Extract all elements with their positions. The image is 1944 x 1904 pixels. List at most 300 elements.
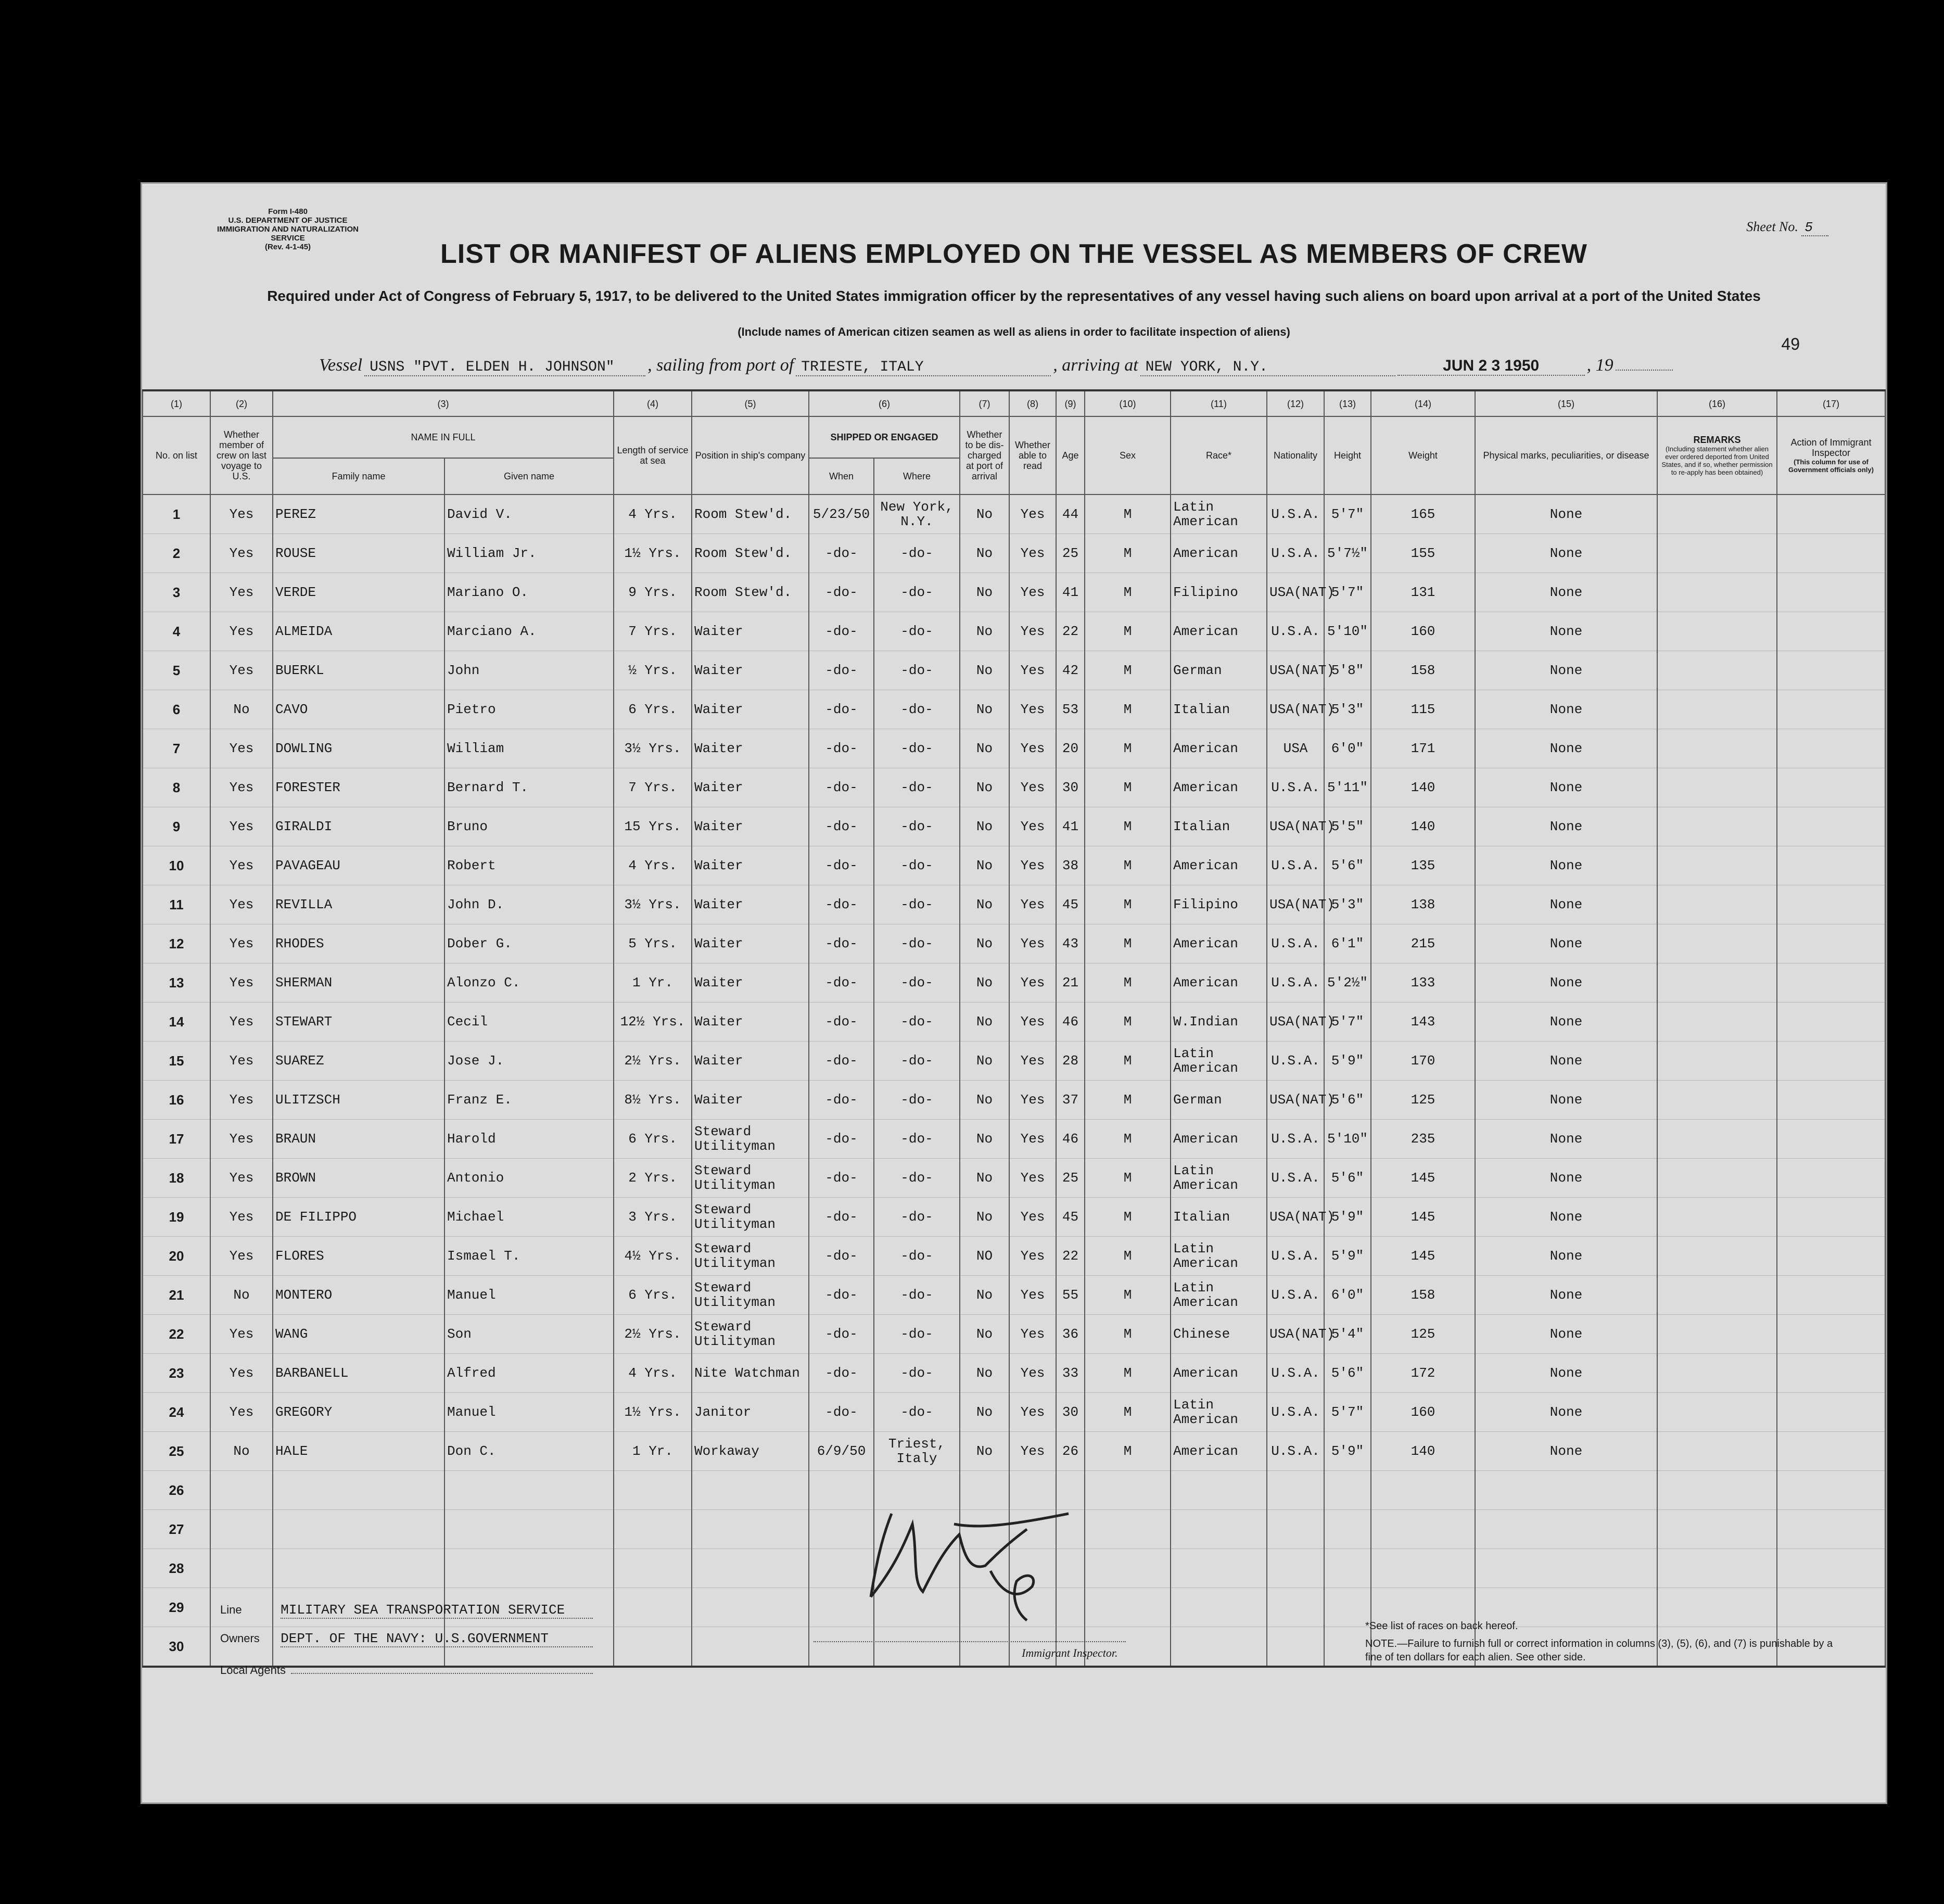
shipped-when-cell: -do- [809, 690, 874, 729]
inspector-action-cell [1777, 534, 1885, 573]
given-name-cell [444, 1471, 614, 1510]
family-name-cell: ROUSE [273, 534, 444, 573]
shipped-when-cell: -do- [809, 534, 874, 573]
crew-last-voyage-cell: Yes [210, 846, 273, 885]
physical-marks-cell: None [1475, 924, 1657, 963]
physical-marks-cell [1475, 1510, 1657, 1549]
sex-cell: M [1085, 768, 1171, 807]
inspector-action-cell [1777, 768, 1885, 807]
table-row [143, 1002, 1885, 1042]
crew-manifest-table [142, 389, 1886, 1668]
remarks-cell [1657, 768, 1777, 807]
table-row [143, 1081, 1885, 1120]
age-cell: 30 [1056, 1393, 1085, 1432]
able-to-read-cell: Yes [1009, 1159, 1056, 1198]
age-cell: 22 [1056, 612, 1085, 651]
inspector-action-cell [1777, 1237, 1885, 1276]
race-cell: American [1171, 729, 1267, 768]
length-of-service-cell [614, 1588, 692, 1627]
shipped-when-cell: -do- [809, 1042, 874, 1081]
col-header-length-of-service: Length of service at sea [614, 416, 692, 494]
form-revision: (Rev. 4-1-45) [264, 243, 311, 251]
shipped-when-cell: -do- [809, 1120, 874, 1159]
col-num-9: (9) [1056, 390, 1085, 416]
row-number: 21 [143, 1276, 210, 1315]
col-header-physical-marks: Physical marks, peculiarities, or disease [1475, 416, 1657, 494]
table-row [143, 573, 1885, 612]
physical-marks-cell: None [1475, 1120, 1657, 1159]
family-name-cell: CAVO [273, 690, 444, 729]
shipped-when-cell: -do- [809, 651, 874, 690]
inspector-action-cell [1777, 963, 1885, 1002]
remarks-cell [1657, 1471, 1777, 1510]
table-row [143, 1237, 1885, 1276]
sex-cell [1085, 1549, 1171, 1588]
physical-marks-cell: None [1475, 1081, 1657, 1120]
given-name-cell: Dober G. [444, 924, 614, 963]
length-of-service-cell: 4½ Yrs. [614, 1237, 692, 1276]
nationality-cell: U.S.A. [1267, 1393, 1324, 1432]
row-number: 16 [143, 1081, 210, 1120]
col-header-inspector-action [1777, 416, 1885, 494]
footer-agents-value [291, 1659, 593, 1674]
discharged-cell: No [960, 1432, 1009, 1471]
discharged-cell: No [960, 573, 1009, 612]
weight-cell: 171 [1371, 729, 1475, 768]
table-row [143, 768, 1885, 807]
given-name-cell: Manuel [444, 1276, 614, 1315]
physical-marks-cell [1475, 1471, 1657, 1510]
discharged-cell: No [960, 1315, 1009, 1354]
height-cell: 5'6" [1324, 1354, 1371, 1393]
shipped-when-cell: -do- [809, 1198, 874, 1237]
inspector-action-cell [1777, 1120, 1885, 1159]
remarks-cell [1657, 963, 1777, 1002]
length-of-service-cell: 6 Yrs. [614, 690, 692, 729]
able-to-read-cell: Yes [1009, 768, 1056, 807]
shipped-where-cell: -do- [874, 651, 960, 690]
race-cell: American [1171, 1120, 1267, 1159]
position-cell [692, 1471, 809, 1510]
shipped-where-cell: -do- [874, 534, 960, 573]
race-cell: German [1171, 1081, 1267, 1120]
sex-cell [1085, 1510, 1171, 1549]
position-cell [692, 1627, 809, 1667]
position-cell: Nite Watchman [692, 1354, 809, 1393]
row-number: 14 [143, 1002, 210, 1042]
row-number: 19 [143, 1198, 210, 1237]
able-to-read-cell: Yes [1009, 534, 1056, 573]
height-cell: 5'8" [1324, 651, 1371, 690]
discharged-cell: No [960, 885, 1009, 924]
length-of-service-cell: ½ Yrs. [614, 651, 692, 690]
family-name-cell: DE FILIPPO [273, 1198, 444, 1237]
length-of-service-cell [614, 1549, 692, 1588]
nationality-cell: U.S.A. [1267, 924, 1324, 963]
inspector-action-cell [1777, 1042, 1885, 1081]
discharged-cell: No [960, 1120, 1009, 1159]
weight-cell: 125 [1371, 1081, 1475, 1120]
family-name-cell: BUERKL [273, 651, 444, 690]
length-of-service-cell: 1½ Yrs. [614, 534, 692, 573]
table-row [143, 1315, 1885, 1354]
inspector-action-cell [1777, 885, 1885, 924]
given-name-cell: Jose J. [444, 1042, 614, 1081]
weight-cell: 165 [1371, 494, 1475, 534]
race-cell: Filipino [1171, 573, 1267, 612]
footer-agents-label: Local Agents [220, 1664, 286, 1677]
weight-cell [1371, 1510, 1475, 1549]
position-cell: Steward Utilityman [692, 1315, 809, 1354]
crew-last-voyage-cell: Yes [210, 924, 273, 963]
family-name-cell: BRAUN [273, 1120, 444, 1159]
length-of-service-cell: 5 Yrs. [614, 924, 692, 963]
weight-cell: 115 [1371, 690, 1475, 729]
handwritten-signature [860, 1493, 1079, 1623]
remarks-title: REMARKS [1693, 435, 1741, 445]
sex-cell: M [1085, 1432, 1171, 1471]
form-service: IMMIGRATION AND NATURALIZATION SERVICE [217, 225, 359, 243]
table-row [143, 534, 1885, 573]
nationality-cell: U.S.A. [1267, 534, 1324, 573]
length-of-service-cell: 8½ Yrs. [614, 1081, 692, 1120]
family-name-cell: FORESTER [273, 768, 444, 807]
given-name-cell: Marciano A. [444, 612, 614, 651]
height-cell: 6'0" [1324, 1276, 1371, 1315]
weight-cell: 215 [1371, 924, 1475, 963]
physical-marks-cell: None [1475, 1354, 1657, 1393]
position-cell: Janitor [692, 1393, 809, 1432]
col-num-11: (11) [1171, 390, 1267, 416]
position-cell: Workaway [692, 1432, 809, 1471]
shipped-when-cell [809, 1627, 874, 1667]
weight-cell: 135 [1371, 846, 1475, 885]
family-name-cell: PEREZ [273, 494, 444, 534]
given-name-cell: Ismael T. [444, 1237, 614, 1276]
discharged-cell: No [960, 924, 1009, 963]
sex-cell: M [1085, 651, 1171, 690]
discharged-cell: No [960, 651, 1009, 690]
table-row [143, 963, 1885, 1002]
shipped-where-cell: -do- [874, 768, 960, 807]
able-to-read-cell: Yes [1009, 612, 1056, 651]
arrival-date-stamp: JUN 2 3 1950 [1397, 357, 1585, 376]
physical-marks-cell: None [1475, 612, 1657, 651]
family-name-cell: SUAREZ [273, 1042, 444, 1081]
col-header-last-voyage: Whether member of crew on last voyage to U.S. [210, 416, 273, 494]
footer-owners-label: Owners [220, 1632, 260, 1645]
weight-cell: 145 [1371, 1159, 1475, 1198]
shipped-when-cell: -do- [809, 885, 874, 924]
year-value [1616, 370, 1673, 371]
nationality-cell [1267, 1549, 1324, 1588]
height-cell [1324, 1549, 1371, 1588]
age-cell: 41 [1056, 573, 1085, 612]
physical-marks-cell [1475, 1549, 1657, 1588]
inspector-action-cell [1777, 1002, 1885, 1042]
shipped-when-cell: -do- [809, 768, 874, 807]
able-to-read-cell: Yes [1009, 690, 1056, 729]
remarks-cell [1657, 1120, 1777, 1159]
col-header-where: Where [874, 458, 960, 494]
shipped-where-cell: -do- [874, 1002, 960, 1042]
nationality-cell [1267, 1627, 1324, 1667]
nationality-cell: U.S.A. [1267, 612, 1324, 651]
col-num-3: (3) [273, 390, 614, 416]
weight-cell: 158 [1371, 1276, 1475, 1315]
position-cell: Waiter [692, 963, 809, 1002]
family-name-cell: DOWLING [273, 729, 444, 768]
crew-last-voyage-cell: Yes [210, 1159, 273, 1198]
col-num-12: (12) [1267, 390, 1324, 416]
able-to-read-cell: Yes [1009, 573, 1056, 612]
length-of-service-cell: 15 Yrs. [614, 807, 692, 846]
weight-cell: 131 [1371, 573, 1475, 612]
sex-cell: M [1085, 1198, 1171, 1237]
nationality-cell: U.S.A. [1267, 846, 1324, 885]
crew-last-voyage-cell: Yes [210, 494, 273, 534]
col-num-17: (17) [1777, 390, 1885, 416]
shipped-where-cell: -do- [874, 1354, 960, 1393]
sheet-number-label: Sheet No. [1746, 219, 1798, 234]
given-name-cell: Bruno [444, 807, 614, 846]
nationality-cell: USA(NAT) [1267, 690, 1324, 729]
row-number: 9 [143, 807, 210, 846]
row-number: 25 [143, 1432, 210, 1471]
shipped-when-cell: -do- [809, 1002, 874, 1042]
table-row [143, 612, 1885, 651]
crew-last-voyage-cell: Yes [210, 1237, 273, 1276]
position-cell: Steward Utilityman [692, 1276, 809, 1315]
race-cell: Latin American [1171, 494, 1267, 534]
sex-cell: M [1085, 1120, 1171, 1159]
race-footnote: *See list of races on back hereof. [1365, 1620, 1518, 1632]
row-number: 7 [143, 729, 210, 768]
remarks-cell [1657, 1588, 1777, 1627]
crew-last-voyage-cell: Yes [210, 1042, 273, 1081]
length-of-service-cell: 4 Yrs. [614, 494, 692, 534]
table-row [143, 729, 1885, 768]
family-name-cell [273, 1471, 444, 1510]
length-of-service-cell: 6 Yrs. [614, 1276, 692, 1315]
discharged-cell: No [960, 768, 1009, 807]
physical-marks-cell: None [1475, 1315, 1657, 1354]
age-cell: 30 [1056, 768, 1085, 807]
shipped-where-cell: -do- [874, 1081, 960, 1120]
height-cell: 5'7½" [1324, 534, 1371, 573]
physical-marks-cell: None [1475, 1042, 1657, 1081]
physical-marks-cell: None [1475, 846, 1657, 885]
length-of-service-cell: 4 Yrs. [614, 846, 692, 885]
shipped-where-cell: -do- [874, 1198, 960, 1237]
race-cell: American [1171, 768, 1267, 807]
col-header-shipped-or-engaged: SHIPPED OR ENGAGED [809, 416, 960, 458]
shipped-when-cell: 5/23/50 [809, 494, 874, 534]
inspector-action-cell [1777, 1198, 1885, 1237]
sex-cell [1085, 1471, 1171, 1510]
col-header-name-in-full: NAME IN FULL [273, 416, 614, 458]
table-row [143, 846, 1885, 885]
age-cell: 41 [1056, 807, 1085, 846]
age-cell: 44 [1056, 494, 1085, 534]
weight-cell: 172 [1371, 1354, 1475, 1393]
footer-agents-field [220, 1659, 593, 1677]
height-cell: 5'9" [1324, 1432, 1371, 1471]
remarks-cell [1657, 1354, 1777, 1393]
given-name-cell: John [444, 651, 614, 690]
sailing-port: TRIESTE, ITALY [796, 359, 1051, 376]
shipped-where-cell: -do- [874, 846, 960, 885]
sex-cell [1085, 1588, 1171, 1627]
height-cell: 6'0" [1324, 729, 1371, 768]
crew-last-voyage-cell: Yes [210, 651, 273, 690]
able-to-read-cell: Yes [1009, 1237, 1056, 1276]
table-row [143, 1432, 1885, 1471]
crew-last-voyage-cell: No [210, 1276, 273, 1315]
col-num-14: (14) [1371, 390, 1475, 416]
row-number: 13 [143, 963, 210, 1002]
row-number: 20 [143, 1237, 210, 1276]
shipped-where-cell: -do- [874, 885, 960, 924]
family-name-cell: GREGORY [273, 1393, 444, 1432]
row-number: 6 [143, 690, 210, 729]
family-name-cell: FLORES [273, 1237, 444, 1276]
table-row [143, 807, 1885, 846]
col-header-sex: Sex [1085, 416, 1171, 494]
weight-cell [1371, 1549, 1475, 1588]
col-num-13: (13) [1324, 390, 1371, 416]
table-row [143, 494, 1885, 534]
able-to-read-cell: Yes [1009, 885, 1056, 924]
shipped-when-cell: -do- [809, 1393, 874, 1432]
height-cell: 5'3" [1324, 885, 1371, 924]
sex-cell: M [1085, 534, 1171, 573]
age-cell: 22 [1056, 1237, 1085, 1276]
physical-marks-cell: None [1475, 534, 1657, 573]
sex-cell: M [1085, 1393, 1171, 1432]
discharged-cell: No [960, 1276, 1009, 1315]
shipped-where-cell: Triest, Italy [874, 1432, 960, 1471]
footer-line-label: Line [220, 1603, 242, 1616]
inspector-action-cell [1777, 612, 1885, 651]
sheet-number-value: 5 [1801, 220, 1828, 236]
shipped-where-cell: -do- [874, 1393, 960, 1432]
sex-cell: M [1085, 1002, 1171, 1042]
shipped-where-cell: -do- [874, 1237, 960, 1276]
footer-owners-field [220, 1631, 593, 1647]
row-number: 4 [143, 612, 210, 651]
nationality-cell: USA(NAT) [1267, 1002, 1324, 1042]
weight-cell: 138 [1371, 885, 1475, 924]
age-cell: 36 [1056, 1315, 1085, 1354]
given-name-cell: Franz E. [444, 1081, 614, 1120]
sex-cell: M [1085, 924, 1171, 963]
col-header-given-name: Given name [444, 458, 614, 494]
length-of-service-cell: 12½ Yrs. [614, 1002, 692, 1042]
remarks-cell [1657, 1081, 1777, 1120]
able-to-read-cell: Yes [1009, 1276, 1056, 1315]
crew-last-voyage-cell [210, 1549, 273, 1588]
remarks-cell [1657, 1237, 1777, 1276]
sex-cell: M [1085, 1237, 1171, 1276]
position-cell: Room Stew'd. [692, 534, 809, 573]
shipped-where-cell: -do- [874, 963, 960, 1002]
nationality-cell: U.S.A. [1267, 1120, 1324, 1159]
remarks-cell [1657, 807, 1777, 846]
discharged-cell: No [960, 1354, 1009, 1393]
discharged-cell: No [960, 534, 1009, 573]
height-cell: 5'2½" [1324, 963, 1371, 1002]
col-num-2: (2) [210, 390, 273, 416]
length-of-service-cell: 1½ Yrs. [614, 1393, 692, 1432]
able-to-read-cell: Yes [1009, 1081, 1056, 1120]
race-cell [1171, 1471, 1267, 1510]
able-to-read-cell: Yes [1009, 651, 1056, 690]
crew-last-voyage-cell: Yes [210, 612, 273, 651]
crew-last-voyage-cell: Yes [210, 1354, 273, 1393]
weight-cell: 133 [1371, 963, 1475, 1002]
penalty-note: NOTE.—Failure to furnish full or correct information in columns (3), (5), (6), and (7) is punishable by a fine of ten dollars for each alien. See other side. [1365, 1638, 1833, 1663]
weight-cell [1371, 1471, 1475, 1510]
shipped-when-cell: -do- [809, 573, 874, 612]
vessel-line [319, 356, 1828, 376]
remarks-cell [1657, 1510, 1777, 1549]
row-number: 11 [143, 885, 210, 924]
col-num-7: (7) [960, 390, 1009, 416]
length-of-service-cell: 2½ Yrs. [614, 1315, 692, 1354]
row-number: 10 [143, 846, 210, 885]
given-name-cell: William Jr. [444, 534, 614, 573]
height-cell: 5'7" [1324, 1393, 1371, 1432]
crew-last-voyage-cell [210, 1471, 273, 1510]
shipped-when-cell: -do- [809, 1276, 874, 1315]
sex-cell: M [1085, 1354, 1171, 1393]
age-cell: 21 [1056, 963, 1085, 1002]
length-of-service-cell [614, 1510, 692, 1549]
remarks-cell [1657, 1549, 1777, 1588]
discharged-cell: No [960, 690, 1009, 729]
race-cell [1171, 1588, 1267, 1627]
length-of-service-cell: 1 Yr. [614, 1432, 692, 1471]
sex-cell: M [1085, 807, 1171, 846]
physical-marks-cell: None [1475, 1198, 1657, 1237]
height-cell: 5'6" [1324, 1081, 1371, 1120]
col-header-height: Height [1324, 416, 1371, 494]
position-cell [692, 1510, 809, 1549]
family-name-cell: MONTERO [273, 1276, 444, 1315]
physical-marks-cell: None [1475, 1002, 1657, 1042]
race-cell: Latin American [1171, 1042, 1267, 1081]
row-number: 5 [143, 651, 210, 690]
crew-last-voyage-cell: Yes [210, 885, 273, 924]
crew-last-voyage-cell: No [210, 1432, 273, 1471]
race-cell: Latin American [1171, 1393, 1267, 1432]
race-cell: German [1171, 651, 1267, 690]
race-cell: American [1171, 1432, 1267, 1471]
height-cell: 5'9" [1324, 1198, 1371, 1237]
height-cell [1324, 1471, 1371, 1510]
physical-marks-cell: None [1475, 1432, 1657, 1471]
remarks-cell [1657, 1042, 1777, 1081]
race-cell: Filipino [1171, 885, 1267, 924]
remarks-cell [1657, 729, 1777, 768]
weight-cell: 140 [1371, 1432, 1475, 1471]
form-department: U.S. DEPARTMENT OF JUSTICE [228, 216, 348, 225]
crew-last-voyage-cell: Yes [210, 807, 273, 846]
table-row [143, 1042, 1885, 1081]
nationality-cell: USA(NAT) [1267, 573, 1324, 612]
nationality-cell: USA(NAT) [1267, 1315, 1324, 1354]
